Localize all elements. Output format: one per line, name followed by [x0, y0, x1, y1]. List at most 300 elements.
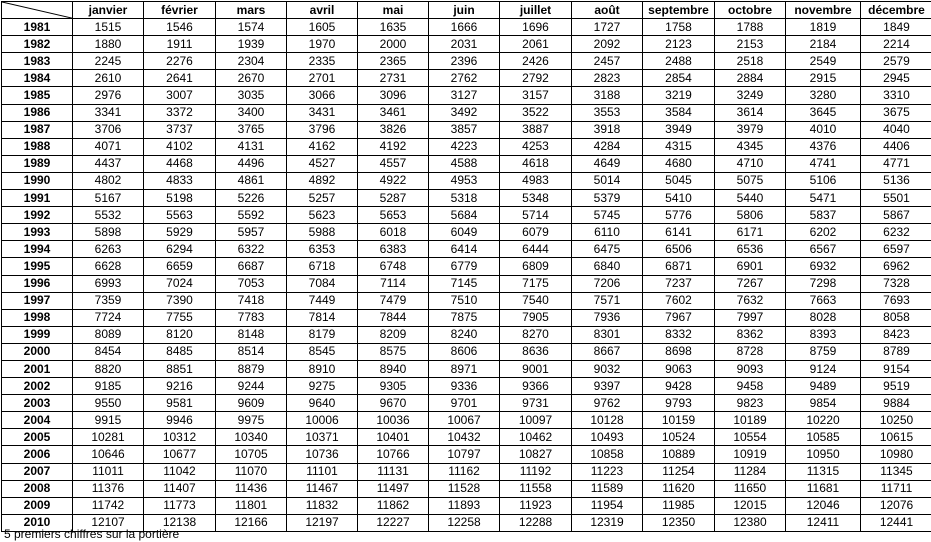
value-cell: 1546 [144, 19, 216, 36]
value-cell: 3522 [500, 104, 572, 121]
year-cell: 1995 [2, 258, 73, 275]
value-cell: 2549 [786, 53, 861, 70]
value-cell: 5623 [287, 207, 358, 224]
value-cell: 4162 [287, 138, 358, 155]
value-cell: 7390 [144, 292, 216, 309]
value-cell: 6353 [287, 241, 358, 258]
value-cell: 3887 [500, 121, 572, 138]
value-cell: 1605 [287, 19, 358, 36]
year-cell: 2000 [2, 343, 73, 360]
table-row [2, 275, 931, 292]
value-cell: 4406 [861, 138, 931, 155]
value-cell: 8270 [500, 326, 572, 343]
value-cell: 11070 [216, 463, 287, 480]
year-cell: 2009 [2, 497, 73, 514]
value-cell: 9975 [216, 412, 287, 429]
value-cell: 4953 [429, 172, 500, 189]
value-cell: 8240 [429, 326, 500, 343]
value-cell: 4376 [786, 138, 861, 155]
value-cell: 3096 [358, 87, 429, 104]
value-cell: 6263 [73, 241, 144, 258]
value-cell: 6079 [500, 224, 572, 241]
value-cell: 11985 [643, 497, 715, 514]
value-cell: 2276 [144, 53, 216, 70]
value-cell: 8636 [500, 343, 572, 360]
value-cell: 2792 [500, 70, 572, 87]
table-row [2, 360, 931, 377]
value-cell: 11801 [216, 497, 287, 514]
table-row [2, 36, 931, 53]
value-cell: 9397 [572, 378, 643, 395]
value-cell: 5440 [715, 190, 786, 207]
value-cell: 5410 [643, 190, 715, 207]
value-cell: 9915 [73, 412, 144, 429]
value-cell: 1696 [500, 19, 572, 36]
value-cell: 7298 [786, 275, 861, 292]
value-cell: 9124 [786, 360, 861, 377]
value-cell: 6506 [643, 241, 715, 258]
value-cell: 8514 [216, 343, 287, 360]
value-cell: 10950 [786, 446, 861, 463]
value-cell: 6597 [861, 241, 931, 258]
value-cell: 7663 [786, 292, 861, 309]
value-cell: 3066 [287, 87, 358, 104]
value-cell: 10677 [144, 446, 216, 463]
value-cell: 10919 [715, 446, 786, 463]
value-cell: 4983 [500, 172, 572, 189]
value-cell: 9275 [287, 378, 358, 395]
value-cell: 1819 [786, 19, 861, 36]
year-cell: 1990 [2, 172, 73, 189]
value-cell: 11620 [643, 480, 715, 497]
month-header: août [572, 2, 643, 19]
value-cell: 3007 [144, 87, 216, 104]
value-cell: 7175 [500, 275, 572, 292]
value-cell: 9305 [358, 378, 429, 395]
value-cell: 7967 [643, 309, 715, 326]
value-cell: 7844 [358, 309, 429, 326]
value-cell: 6383 [358, 241, 429, 258]
table-row [2, 480, 931, 497]
value-cell: 10401 [358, 429, 429, 446]
year-cell: 2006 [2, 446, 73, 463]
value-cell: 7328 [861, 275, 931, 292]
value-cell: 6444 [500, 241, 572, 258]
value-cell: 9366 [500, 378, 572, 395]
value-cell: 3035 [216, 87, 287, 104]
value-cell: 10432 [429, 429, 500, 446]
value-cell: 11558 [500, 480, 572, 497]
value-cell: 12138 [144, 514, 216, 531]
value-cell: 6567 [786, 241, 861, 258]
value-cell: 6718 [287, 258, 358, 275]
year-cell: 1987 [2, 121, 73, 138]
value-cell: 6779 [429, 258, 500, 275]
value-cell: 2214 [861, 36, 931, 53]
value-cell: 10646 [73, 446, 144, 463]
value-cell: 10067 [429, 412, 500, 429]
value-cell: 2000 [358, 36, 429, 53]
value-cell: 2518 [715, 53, 786, 70]
value-cell: 12227 [358, 514, 429, 531]
table-row [2, 497, 931, 514]
value-cell: 5653 [358, 207, 429, 224]
diagonal-divider [2, 2, 72, 18]
value-cell: 3219 [643, 87, 715, 104]
value-cell: 6141 [643, 224, 715, 241]
value-cell: 11192 [500, 463, 572, 480]
value-cell: 4284 [572, 138, 643, 155]
month-header: octobre [715, 2, 786, 19]
value-cell: 5714 [500, 207, 572, 224]
value-cell: 4040 [861, 121, 931, 138]
value-cell: 5776 [643, 207, 715, 224]
value-cell: 8058 [861, 309, 931, 326]
value-cell: 5045 [643, 172, 715, 189]
value-cell: 2396 [429, 53, 500, 70]
value-cell: 4102 [144, 138, 216, 155]
month-header: mars [216, 2, 287, 19]
value-cell: 5226 [216, 190, 287, 207]
value-cell: 10736 [287, 446, 358, 463]
year-cell: 1991 [2, 190, 73, 207]
table-row [2, 326, 931, 343]
value-cell: 3857 [429, 121, 500, 138]
value-cell: 2245 [73, 53, 144, 70]
value-cell: 11162 [429, 463, 500, 480]
value-cell: 10766 [358, 446, 429, 463]
value-cell: 7359 [73, 292, 144, 309]
table-row [2, 412, 931, 429]
value-cell: 7997 [715, 309, 786, 326]
value-cell: 9032 [572, 360, 643, 377]
table-row [2, 138, 931, 155]
value-cell: 2184 [786, 36, 861, 53]
value-cell: 11284 [715, 463, 786, 480]
value-cell: 3431 [287, 104, 358, 121]
value-cell: 11345 [861, 463, 931, 480]
year-cell: 1992 [2, 207, 73, 224]
year-cell: 1998 [2, 309, 73, 326]
table-row [2, 87, 931, 104]
month-header: décembre [861, 2, 931, 19]
year-cell: 1983 [2, 53, 73, 70]
value-cell: 8301 [572, 326, 643, 343]
value-cell: 8148 [216, 326, 287, 343]
value-cell: 2123 [643, 36, 715, 53]
value-cell: 11436 [216, 480, 287, 497]
value-cell: 6475 [572, 241, 643, 258]
value-cell: 5957 [216, 224, 287, 241]
value-cell: 11862 [358, 497, 429, 514]
value-cell: 9823 [715, 395, 786, 412]
value-cell: 1939 [216, 36, 287, 53]
value-cell: 3249 [715, 87, 786, 104]
value-cell: 4741 [786, 155, 861, 172]
value-cell: 11589 [572, 480, 643, 497]
value-cell: 10858 [572, 446, 643, 463]
year-cell: 1986 [2, 104, 73, 121]
value-cell: 3614 [715, 104, 786, 121]
value-cell: 4649 [572, 155, 643, 172]
value-cell: 6748 [358, 258, 429, 275]
value-cell: 10585 [786, 429, 861, 446]
value-cell: 8606 [429, 343, 500, 360]
value-cell: 11773 [144, 497, 216, 514]
value-cell: 3372 [144, 104, 216, 121]
value-cell: 7084 [287, 275, 358, 292]
year-cell: 2008 [2, 480, 73, 497]
value-cell: 5257 [287, 190, 358, 207]
value-cell: 6049 [429, 224, 500, 241]
value-cell: 5563 [144, 207, 216, 224]
value-cell: 3706 [73, 121, 144, 138]
value-cell: 7875 [429, 309, 500, 326]
year-cell: 1994 [2, 241, 73, 258]
value-cell: 10980 [861, 446, 931, 463]
table-row [2, 121, 931, 138]
value-cell: 3979 [715, 121, 786, 138]
serial-number-table [1, 1, 931, 532]
value-cell: 4922 [358, 172, 429, 189]
value-cell: 2976 [73, 87, 144, 104]
value-cell: 7145 [429, 275, 500, 292]
value-cell: 2579 [861, 53, 931, 70]
value-cell: 4253 [500, 138, 572, 155]
value-cell: 12350 [643, 514, 715, 531]
year-cell: 1982 [2, 36, 73, 53]
year-cell: 1996 [2, 275, 73, 292]
value-cell: 7267 [715, 275, 786, 292]
value-cell: 3553 [572, 104, 643, 121]
year-cell: 1989 [2, 155, 73, 172]
value-cell: 2092 [572, 36, 643, 53]
table-row [2, 241, 931, 258]
value-cell: 12197 [287, 514, 358, 531]
value-cell: 1911 [144, 36, 216, 53]
table-row [2, 190, 931, 207]
value-cell: 7114 [358, 275, 429, 292]
value-cell: 10493 [572, 429, 643, 446]
value-cell: 10889 [643, 446, 715, 463]
value-cell: 6232 [861, 224, 931, 241]
value-cell: 12288 [500, 514, 572, 531]
month-header: septembre [643, 2, 715, 19]
table-row [2, 104, 931, 121]
value-cell: 2304 [216, 53, 287, 70]
value-cell: 4071 [73, 138, 144, 155]
value-cell: 6171 [715, 224, 786, 241]
value-cell: 4192 [358, 138, 429, 155]
table-row [2, 395, 931, 412]
value-cell: 5837 [786, 207, 861, 224]
value-cell: 9670 [358, 395, 429, 412]
value-cell: 2365 [358, 53, 429, 70]
value-cell: 11011 [73, 463, 144, 480]
value-cell: 12258 [429, 514, 500, 531]
value-cell: 9063 [643, 360, 715, 377]
value-cell: 4861 [216, 172, 287, 189]
value-cell: 3400 [216, 104, 287, 121]
value-cell: 3127 [429, 87, 500, 104]
value-cell: 4680 [643, 155, 715, 172]
value-cell: 9793 [643, 395, 715, 412]
value-cell: 6018 [358, 224, 429, 241]
value-cell: 9701 [429, 395, 500, 412]
year-cell: 1988 [2, 138, 73, 155]
value-cell: 7206 [572, 275, 643, 292]
value-cell: 9489 [786, 378, 861, 395]
value-cell: 7905 [500, 309, 572, 326]
value-cell: 2335 [287, 53, 358, 70]
value-cell: 3492 [429, 104, 500, 121]
value-cell: 11711 [861, 480, 931, 497]
value-cell: 5929 [144, 224, 216, 241]
value-cell: 10036 [358, 412, 429, 429]
value-cell: 12107 [73, 514, 144, 531]
value-cell: 6110 [572, 224, 643, 241]
corner-cell [2, 2, 73, 19]
value-cell: 5348 [500, 190, 572, 207]
value-cell: 7724 [73, 309, 144, 326]
value-cell: 8820 [73, 360, 144, 377]
value-cell: 8485 [144, 343, 216, 360]
value-cell: 11254 [643, 463, 715, 480]
value-cell: 2884 [715, 70, 786, 87]
value-cell: 5745 [572, 207, 643, 224]
value-cell: 6294 [144, 241, 216, 258]
value-cell: 8393 [786, 326, 861, 343]
value-cell: 2031 [429, 36, 500, 53]
value-cell: 2670 [216, 70, 287, 87]
value-cell: 12411 [786, 514, 861, 531]
value-cell: 10554 [715, 429, 786, 446]
value-cell: 5287 [358, 190, 429, 207]
value-cell: 4345 [715, 138, 786, 155]
value-cell: 1970 [287, 36, 358, 53]
value-cell: 11223 [572, 463, 643, 480]
value-cell: 12015 [715, 497, 786, 514]
year-cell: 2001 [2, 360, 73, 377]
value-cell: 9640 [287, 395, 358, 412]
year-cell: 1997 [2, 292, 73, 309]
value-cell: 6687 [216, 258, 287, 275]
value-cell: 9336 [429, 378, 500, 395]
month-header: avril [287, 2, 358, 19]
value-cell: 7449 [287, 292, 358, 309]
value-cell: 10189 [715, 412, 786, 429]
value-cell: 6202 [786, 224, 861, 241]
value-cell: 10250 [861, 412, 931, 429]
month-header: juillet [500, 2, 572, 19]
value-cell: 10615 [861, 429, 931, 446]
value-cell: 10220 [786, 412, 861, 429]
value-cell: 3796 [287, 121, 358, 138]
value-cell: 11497 [358, 480, 429, 497]
month-header: novembre [786, 2, 861, 19]
value-cell: 10797 [429, 446, 500, 463]
month-header: mai [358, 2, 429, 19]
table-body [2, 19, 931, 532]
value-cell: 1574 [216, 19, 287, 36]
value-cell: 8879 [216, 360, 287, 377]
value-cell: 5592 [216, 207, 287, 224]
value-cell: 5075 [715, 172, 786, 189]
value-cell: 8698 [643, 343, 715, 360]
table-row [2, 172, 931, 189]
value-cell: 10462 [500, 429, 572, 446]
value-cell: 9428 [643, 378, 715, 395]
value-cell: 3675 [861, 104, 931, 121]
value-cell: 5198 [144, 190, 216, 207]
value-cell: 8851 [144, 360, 216, 377]
year-cell: 1984 [2, 70, 73, 87]
year-cell: 2004 [2, 412, 73, 429]
value-cell: 7783 [216, 309, 287, 326]
footnote: 5 premiers chiffres sur la portière [4, 527, 180, 541]
value-cell: 3918 [572, 121, 643, 138]
table-row [2, 207, 931, 224]
value-cell: 3461 [358, 104, 429, 121]
year-cell: 1981 [2, 19, 73, 36]
table-row [2, 343, 931, 360]
value-cell: 11042 [144, 463, 216, 480]
table-row [2, 429, 931, 446]
value-cell: 3737 [144, 121, 216, 138]
value-cell: 8362 [715, 326, 786, 343]
header-row [2, 2, 931, 19]
value-cell: 9731 [500, 395, 572, 412]
value-cell: 9185 [73, 378, 144, 395]
value-cell: 2610 [73, 70, 144, 87]
value-cell: 6840 [572, 258, 643, 275]
value-cell: 8209 [358, 326, 429, 343]
value-cell: 9550 [73, 395, 144, 412]
value-cell: 7693 [861, 292, 931, 309]
value-cell: 4437 [73, 155, 144, 172]
value-cell: 4131 [216, 138, 287, 155]
value-cell: 2701 [287, 70, 358, 87]
value-cell: 1727 [572, 19, 643, 36]
table-row [2, 224, 931, 241]
value-cell: 5501 [861, 190, 931, 207]
value-cell: 7540 [500, 292, 572, 309]
table-row [2, 378, 931, 395]
table-row [2, 309, 931, 326]
value-cell: 11131 [358, 463, 429, 480]
table-row [2, 292, 931, 309]
month-header: janvier [73, 2, 144, 19]
value-cell: 7053 [216, 275, 287, 292]
value-cell: 8789 [861, 343, 931, 360]
value-cell: 4010 [786, 121, 861, 138]
value-cell: 7602 [643, 292, 715, 309]
value-cell: 8454 [73, 343, 144, 360]
value-cell: 10524 [643, 429, 715, 446]
value-cell: 12046 [786, 497, 861, 514]
value-cell: 10705 [216, 446, 287, 463]
value-cell: 10006 [287, 412, 358, 429]
value-cell: 10312 [144, 429, 216, 446]
value-cell: 6628 [73, 258, 144, 275]
value-cell: 11832 [287, 497, 358, 514]
value-cell: 9244 [216, 378, 287, 395]
value-cell: 6993 [73, 275, 144, 292]
value-cell: 8971 [429, 360, 500, 377]
value-cell: 6901 [715, 258, 786, 275]
value-cell: 2426 [500, 53, 572, 70]
table-row [2, 155, 931, 172]
